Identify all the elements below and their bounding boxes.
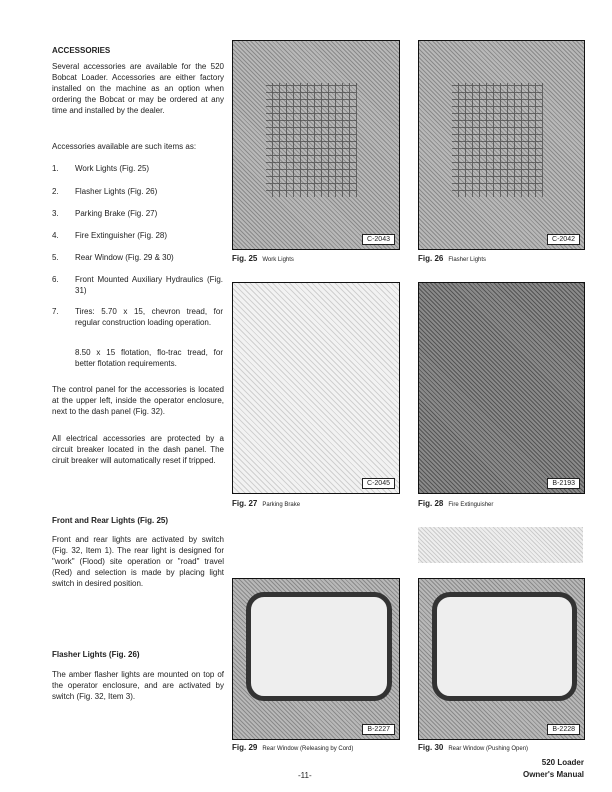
figure-29-photo: B-2227 xyxy=(232,578,400,740)
front-rear-heading: Front and Rear Lights (Fig. 25) xyxy=(52,516,169,525)
front-rear-paragraph: Front and rear lights are activated by switch (Fig. 32, Item 1). The rear light is designed for "work" (Flood) site operation or "road" travel (Red) and selection is made by placing light switch in desired position. xyxy=(52,535,224,588)
figure-26-caption: Fig. 26 Flasher Lights xyxy=(418,254,487,263)
footer-subtitle: Owner's Manual xyxy=(522,770,584,779)
figure-27-caption: Fig. 27 Parking Brake xyxy=(232,499,301,508)
figure-30-caption: Fig. 30 Rear Window (Pushing Open) xyxy=(418,743,529,752)
circuit-breaker-paragraph: All electrical accessories are protected by a circuit breaker located in the dash panel. The ciruit breaker will automatically reset if tripped. xyxy=(52,434,224,465)
tires-alternative: 8.50 x 15 flotation, flo-trac tread, for better flotation requirements. xyxy=(75,348,223,368)
section-heading: ACCESSORIES xyxy=(52,46,111,55)
flasher-heading: Flasher Lights (Fig. 26) xyxy=(52,650,140,659)
figure-27-photo: C-2045 xyxy=(232,282,400,494)
figure-26-photo: C-2042 xyxy=(418,40,585,250)
figure-28-photo: B-2193 xyxy=(418,282,585,494)
figure-28-caption: Fig. 28 Fire Extinguisher xyxy=(418,499,494,508)
footer-title: 520 Loader xyxy=(541,758,584,767)
halftone-patch xyxy=(418,527,583,563)
figure-25-caption: Fig. 25 Work Lights xyxy=(232,254,294,263)
figure-29-caption: Fig. 29 Rear Window (Releasing by Cord) xyxy=(232,743,354,752)
control-panel-paragraph: The control panel for the accessories is located at the upper left, inside the operator enclosure, next to the dash panel (Fig. 32). xyxy=(52,385,224,416)
flasher-paragraph: The amber flasher lights are mounted on top of the operator enclosure, and are activated by switch (Fig. 32, Item 3). xyxy=(52,670,224,701)
figure-30-photo: B-2228 xyxy=(418,578,585,740)
figure-25-photo: C-2043 xyxy=(232,40,400,250)
manual-page: ACCESSORIES Several accessories are available for the 520 Bobcat Loader. Accessories are either factory installed on the machine as an option when ordering the Bobcat or may be ordered at any time and installed by the dealer. Accessories available are such items as: 1. Work Lights (Fig. 25) 2. Flasher Lights (Fig. 26) 3. Parking Brake (Fig. 27) 4. Fire Extinguisher (Fig. 28) 5. Rear Window (Fig. 29 & 30) 6. Front Mounted Auxiliary Hydraulics (Fig. 31) 7. Tires: 5.70 x 15, chevron tread, for regular construction loading operation. 8.50 x 15 flotation, flo-trac tread, for better flotation requirements. The control panel for the accessories is located at the upper left, inside the operator enclosure, next to the dash panel (Fig. 32). All electrical accessories are protected by a circuit breaker located in the dash panel. The ciruit breaker will automatically reset if tripped. Front and Rear Lights (Fig. 25) Front and rear lights are activated by switch (Fig. 32, Item 1). The rear light is designed for "work" (Flood) site operation or "road" travel (Red) and selection is made by placing light switch in desired position. Flasher Lights (Fig. 26) The amber flasher lights are mounted on top of the operator enclosure, and are activated by switch (Fig. 32, Item 3). C-2043 Fig. 25 Work Lights C-2042 Fig. 26 Flasher Lights C-2045 Fig. 27 Parking Brake B-2193 Fig. 28 Fire Extinguisher B-2227 Fig. 29 Rear Window (Releasing by Cord) B-2228 Fig. 30 Rear Window (Pushing Open) -11- 520 Loader Owner's Manual xyxy=(0,0,612,792)
intro-paragraph: Several accessories are available for the 520 Bobcat Loader. Accessories are either factory installed on the machine as an option when ordering the Bobcat or may be ordered at any time and installed by the dealer. xyxy=(52,62,224,115)
page-number: -11- xyxy=(298,771,312,780)
list-intro: Accessories available are such items as: xyxy=(52,142,197,151)
